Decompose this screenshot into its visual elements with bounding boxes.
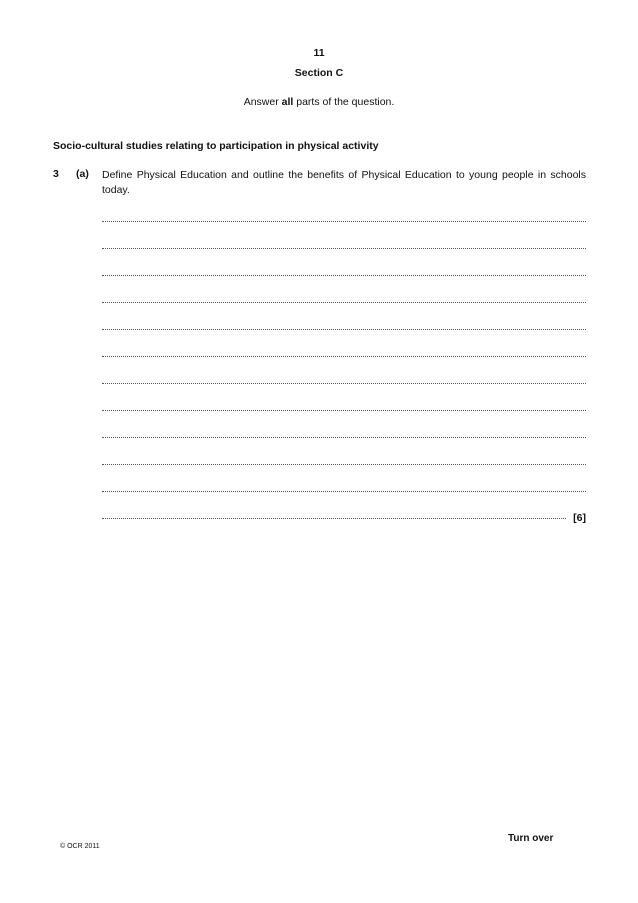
answer-line[interactable] (102, 287, 586, 314)
dotted-rule (102, 221, 586, 222)
answer-line[interactable] (102, 395, 586, 422)
dotted-rule (102, 491, 586, 492)
dotted-rule (102, 464, 586, 465)
answer-lines[interactable] (102, 206, 586, 530)
answer-line[interactable] (102, 503, 586, 530)
copyright: © OCR 2011 (60, 843, 100, 850)
answer-line[interactable] (102, 341, 586, 368)
page-number: 11 (313, 47, 325, 59)
answer-line[interactable] (102, 368, 586, 395)
question-number: 3 (53, 168, 59, 180)
answer-line[interactable] (102, 476, 586, 503)
dotted-rule (102, 518, 566, 519)
answer-line[interactable] (102, 314, 586, 341)
answer-line[interactable] (102, 260, 586, 287)
answer-line[interactable] (102, 233, 586, 260)
instruction-suffix: parts of the question. (293, 96, 395, 108)
dotted-rule (102, 275, 586, 276)
answer-line[interactable] (102, 206, 586, 233)
instruction-prefix: Answer (243, 96, 282, 108)
instruction (0, 96, 638, 108)
dotted-rule (102, 383, 586, 384)
marks-label: [6] (573, 512, 586, 524)
dotted-rule (102, 248, 586, 249)
answer-line[interactable] (102, 449, 586, 476)
dotted-rule (102, 302, 586, 303)
dotted-rule (102, 410, 586, 411)
topic-heading: Socio-cultural studies relating to participation in physical activity (53, 140, 379, 152)
turn-over-label: Turn over (508, 833, 554, 844)
dotted-rule (102, 356, 586, 357)
dotted-rule (102, 329, 586, 330)
section-title: Section C (294, 67, 344, 79)
question-part: (a) (76, 168, 89, 180)
dotted-rule (102, 437, 586, 438)
question-text: Define Physical Education and outline the benefits of Physical Education to young people in schools today. (102, 169, 586, 196)
instruction-emphasis: all (281, 96, 294, 108)
answer-line[interactable] (102, 422, 586, 449)
